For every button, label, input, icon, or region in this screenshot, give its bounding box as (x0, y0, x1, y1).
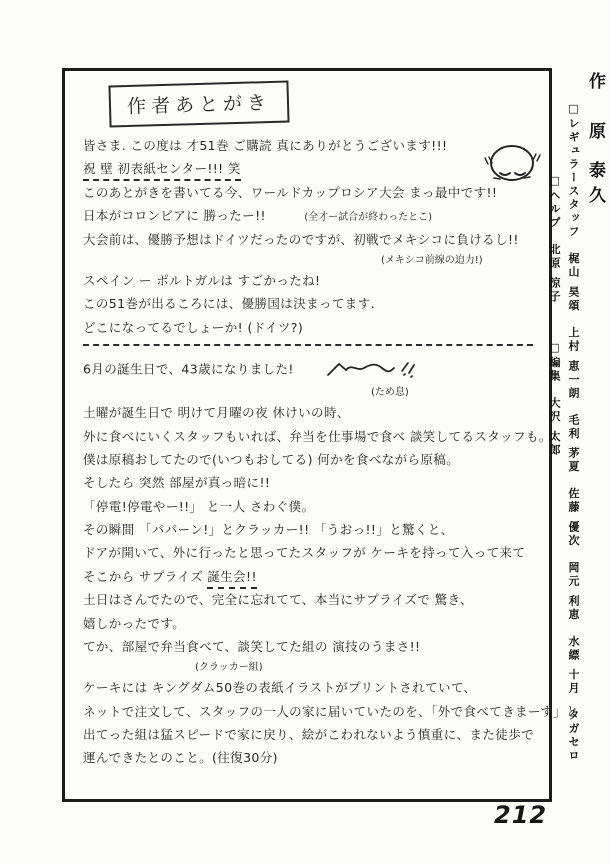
afterword-line: この51巻が出るころには、優勝国は決まってます. (83, 296, 375, 312)
credits-help-editor-column (545, 174, 564, 457)
afterword-line: 嬉しかったです。 (83, 615, 186, 631)
afterword-line: ドアが開いて、外に行ったと思ってたスタッフが ケーキを持って入って来て (83, 545, 526, 561)
afterword-line: 外に食べにいくスタッフもいれば、弁当を仕事場で食べ 談笑してるスタッフも。 (83, 428, 552, 444)
margin-note: (ため息) (371, 387, 409, 399)
afterword-line: ネットで注文して、スタッフの一人の家に届いていたのを、「外で食べてきまーす」と (83, 703, 579, 719)
afterword-line: その瞬間 「パパーン!」とクラッカー!! 「うおっ!!」と驚くと、 (83, 522, 454, 537)
afterword-line: 僕は原稿おしてたので(いつもおしてる) 何かを食べながら原稿。 (83, 451, 460, 467)
afterword-line: 出てった組は猛スピードで家に戻り、絵がこわれないよう慎重に、また徒歩で (83, 727, 535, 742)
afterword-line: スペイン ー ポルトガルは すごかったね! (83, 273, 321, 288)
afterword-line: このあとがきを書いてる今、ワールドカップロシア大会 まっ最中です!! (83, 184, 498, 200)
editor-credit: □編集 大沢 太郎 (548, 340, 561, 458)
afterword-line: 日本がコロンビアに 勝ったー!! (全才ー試合が終わったとこ) (83, 208, 432, 224)
sigh-squiggle-icon (324, 359, 416, 381)
dash-divider (83, 344, 533, 346)
page-number: 212 (494, 801, 548, 829)
afterword-line: 皆さま. この度は 才51巻 ご購読 真にありがとうございます!!! (83, 138, 448, 153)
afterword-line: どこになってるでしょーか! (ドイツ?) (83, 319, 304, 335)
afterword-title: 作者あとがき (126, 91, 272, 119)
credits-author-staff-column (564, 72, 608, 816)
margin-note: (全才ー試合が終わったとこ) (304, 212, 432, 224)
afterword-line-birthday: 6月の誕生日で、43歳になりました! (83, 359, 539, 381)
afterword-line: 土曜が誕生日で 明けて月曜の夜 休けいの時、 (83, 405, 350, 421)
afterword-title-box (108, 80, 289, 127)
help-credit: □ヘルプ 北原 涼子 (548, 174, 561, 304)
afterword-line: 大会前は、優勝予想はドイツだったのですが、初戦でメキシコに負けるし!! (83, 231, 519, 247)
credits-column (543, 72, 608, 816)
margin-note: (メキシコ前線の迫力!) (381, 255, 483, 266)
face-doodle-icon (476, 140, 548, 192)
afterword-line: てか、部屋で弁当食べて、談笑してた組の 演技のうまさ!! (83, 638, 421, 654)
margin-note: (クラッカー組) (195, 662, 263, 674)
afterword-line: ケーキには キングダム50巻の表紙イラストがプリントされていて、 (83, 680, 477, 696)
author-credit: 作 原 泰久 (585, 72, 605, 211)
afterword-line-surprise-party: そこから サプライズ 誕生会!! (83, 570, 539, 584)
afterword-line: 運んできたとのこと。(往復30分) (83, 750, 278, 766)
afterword-line: 土日はさんでたので、完全に忘れてて、本当にサプライズで 驚き、 (83, 592, 473, 608)
afterword-line: そしたら 突然 部屋が真っ暗に!! (83, 475, 271, 491)
afterword-line: 「停電!停電やー!!」 と一人 さわぐ僕。 (83, 498, 315, 514)
afterword-line-heki-cover: 祝 壁 初表紙センター!!! 笑 (83, 162, 539, 176)
regular-staff-credit: □レギュラースタッフ 梶山 昊頌 上村 恵一朗 毛利 茅夏 佐藤 優次 岡元 利恵 水縹 十月 タガセロ (567, 102, 580, 763)
